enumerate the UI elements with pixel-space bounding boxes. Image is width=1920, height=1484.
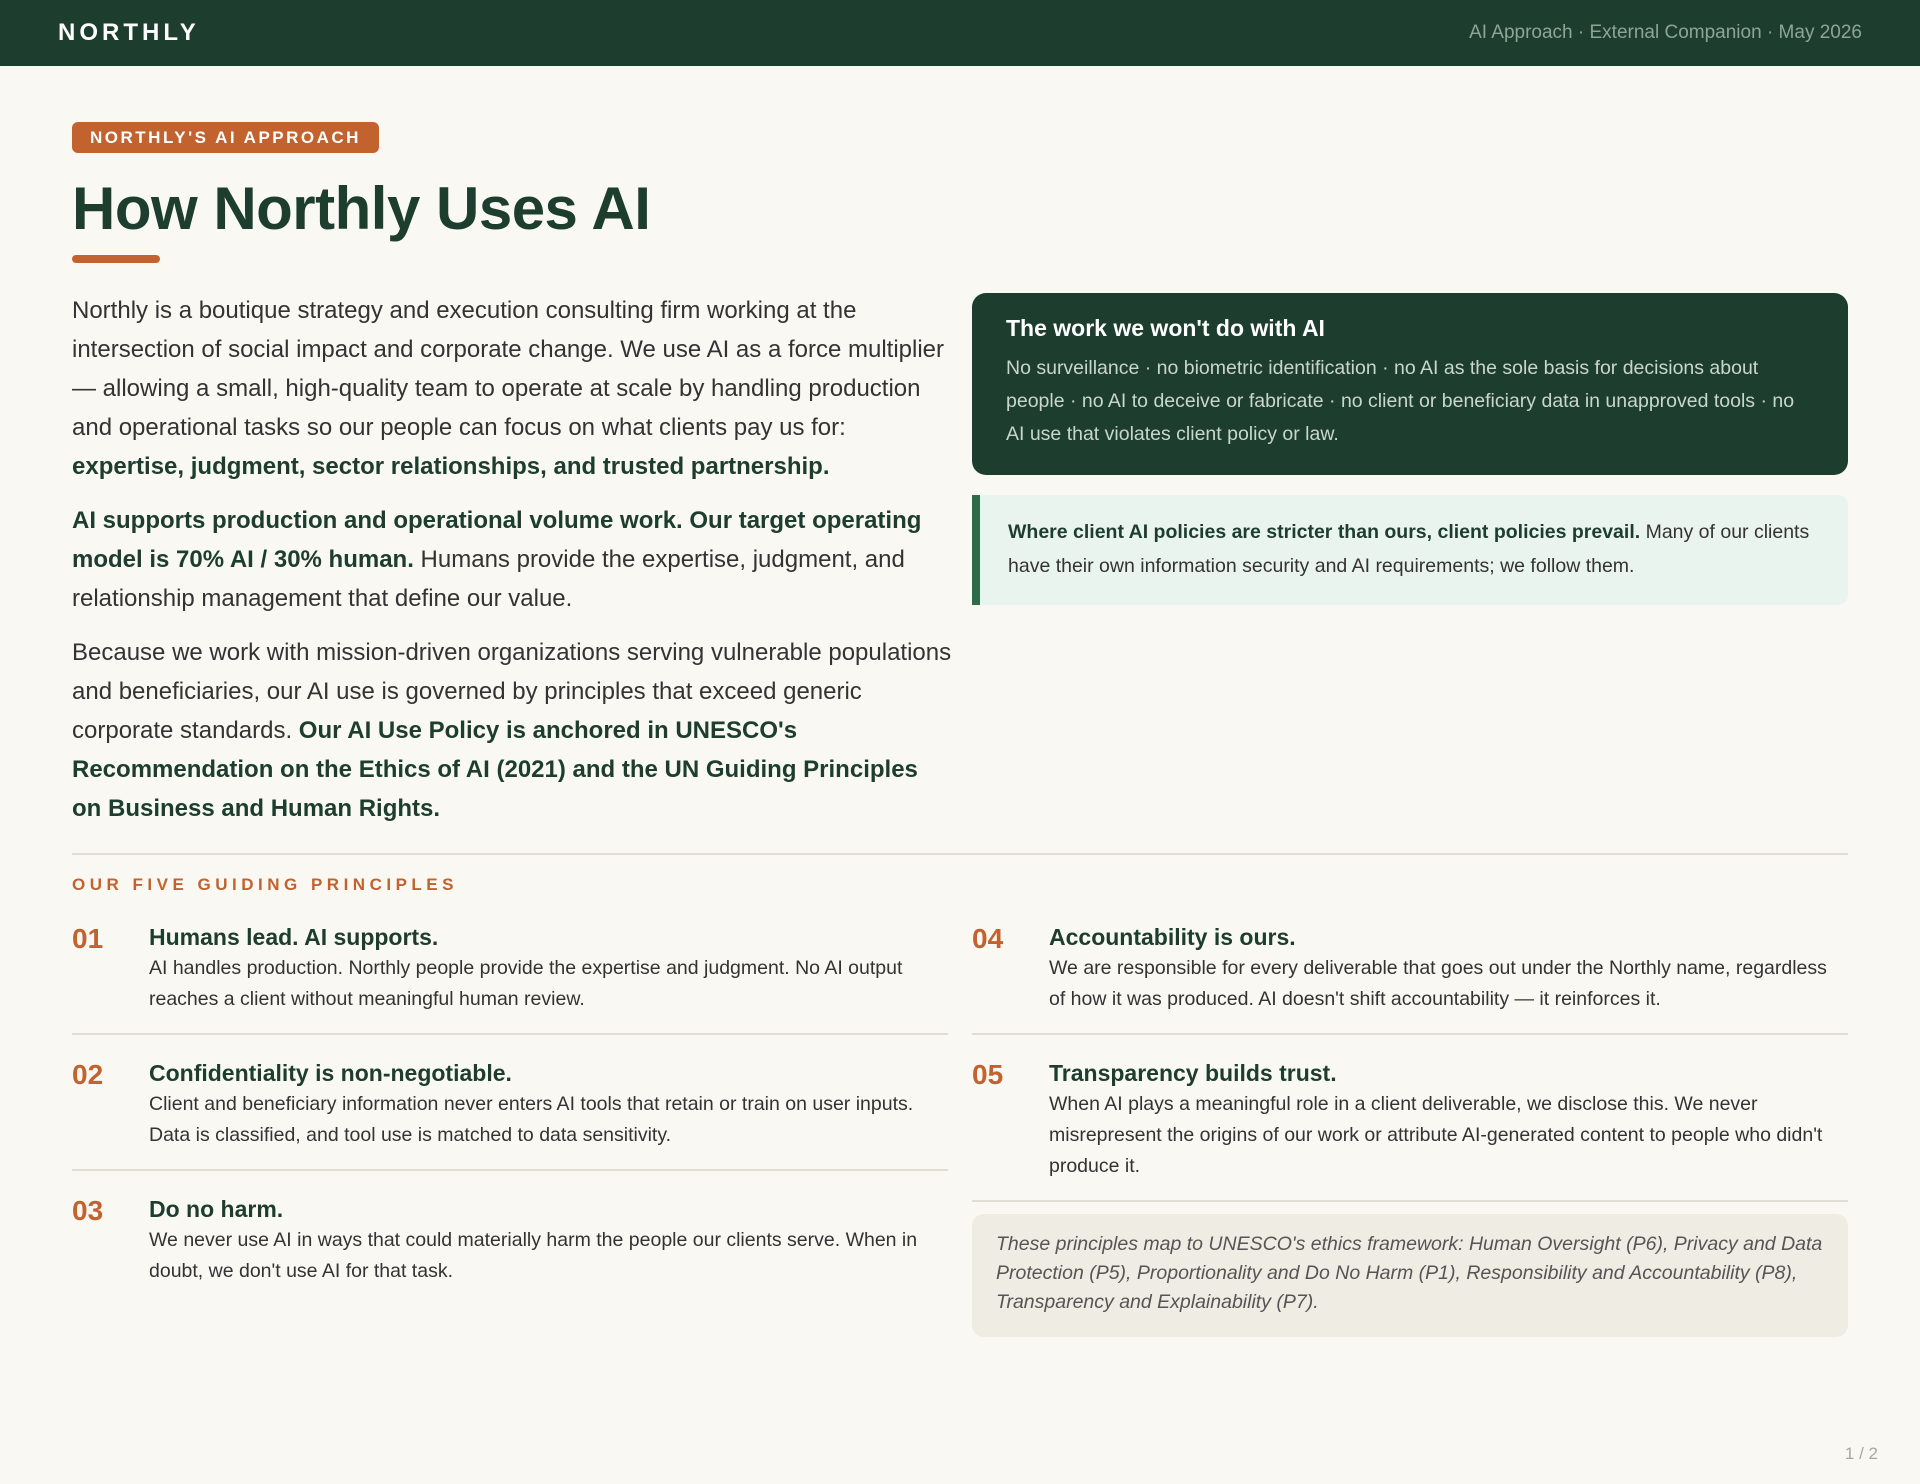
client-policy-note bbox=[972, 495, 1848, 605]
principle-item bbox=[72, 1049, 948, 1171]
principle-title: Do no harm. bbox=[149, 1196, 284, 1222]
main-content bbox=[72, 122, 1848, 1337]
client-policy-bold: Where client AI policies are stricter than ours, client policies prevail. bbox=[1008, 521, 1641, 543]
client-policy-text: Many of our clients have their own information security and AI requirements; we follow them. bbox=[1008, 521, 1810, 577]
principles-left-column bbox=[72, 913, 948, 1337]
title-underline bbox=[72, 255, 160, 263]
page-number: 1 / 2 bbox=[1844, 1444, 1878, 1463]
principle-title: Accountability is ours. bbox=[1049, 924, 1296, 950]
principle-number: 04 bbox=[972, 923, 1004, 954]
principle-body bbox=[1049, 1059, 1848, 1182]
intro-p1-text: Northly is a boutique strategy and execution consulting firm working at the intersection of social impact and corporate change. We use AI as a force multiplier — allowing a small, high-quality team to operate at scale by handling production and operational tasks so our people can focus on what clients pay us for: bbox=[72, 297, 945, 441]
document-meta: AI Approach · External Companion · May 2026 bbox=[1469, 22, 1862, 43]
intro-paragraph-2 bbox=[72, 501, 952, 618]
intro-section bbox=[72, 291, 1848, 843]
principle-body bbox=[149, 1059, 948, 1151]
principle-number: 05 bbox=[972, 1059, 1004, 1090]
intro-paragraph-1 bbox=[72, 291, 952, 486]
principle-item bbox=[72, 1185, 948, 1305]
callouts bbox=[972, 293, 1848, 843]
principle-title: Humans lead. AI supports. bbox=[149, 924, 439, 950]
principle-body bbox=[149, 1195, 948, 1287]
page-title: How Northly Uses AI bbox=[72, 175, 651, 242]
wont-do-title: The work we won't do with AI bbox=[1006, 315, 1325, 341]
principle-title: Transparency builds trust. bbox=[1049, 1060, 1337, 1086]
wont-do-box bbox=[972, 293, 1848, 475]
intro-text bbox=[72, 291, 952, 843]
top-bar bbox=[0, 0, 1920, 66]
principle-item bbox=[972, 1049, 1848, 1202]
intro-paragraph-3 bbox=[72, 633, 952, 828]
principle-title: Confidentiality is non-negotiable. bbox=[149, 1060, 512, 1086]
principles-section bbox=[72, 913, 1848, 1337]
principle-number: 03 bbox=[72, 1195, 104, 1226]
section-divider bbox=[72, 853, 1848, 855]
principle-text: We are responsible for every deliverable that goes out under the Northly name, regardless of how it was produced. AI doesn't shift accountability — it reinforces it. bbox=[1049, 957, 1827, 1010]
principle-item bbox=[972, 913, 1848, 1035]
principle-number: 02 bbox=[72, 1059, 104, 1090]
intro-p1-bold: expertise, judgment, sector relationships, and trusted partnership. bbox=[72, 453, 830, 480]
intro-p2-text: Humans provide the expertise, judgment, and relationship management that define our value. bbox=[72, 546, 905, 612]
intro-p3-bold: Our AI Use Policy is anchored in UNESCO's Recommendation on the Ethics of AI (2021) and the UN Guiding Principles on Business and Human Rights. bbox=[72, 717, 918, 822]
eyebrow-badge: NORTHLY'S AI APPROACH bbox=[72, 122, 379, 153]
unesco-mapping-note: These principles map to UNESCO's ethics framework: Human Oversight (P6), Privacy and Data Protection (P5), Proportionality and Do No Harm (P1), Responsibility and Accountability (P8), Transparency and Explainability (P7). bbox=[972, 1214, 1848, 1337]
brand-logo: NORTHLY bbox=[58, 19, 200, 46]
principle-body bbox=[149, 923, 948, 1015]
intro-p3-text: Because we work with mission-driven organizations serving vulnerable populations and beneficiaries, our AI use is governed by principles that exceed generic corporate standards. bbox=[72, 639, 952, 744]
principle-number: 01 bbox=[72, 923, 104, 954]
principle-text: AI handles production. Northly people provide the expertise and judgment. No AI output reaches a client without meaningful human review. bbox=[149, 957, 903, 1010]
intro-p2-bold: AI supports production and operational volume work. Our target operating model is 70% AI / 30% human. bbox=[72, 507, 922, 573]
principles-right-column bbox=[972, 913, 1848, 1337]
principle-body bbox=[1049, 923, 1848, 1015]
wont-do-text: No surveillance · no biometric identification · no AI as the sole basis for decisions about people · no AI to deceive or fabricate · no client or beneficiary data in unapproved tools · no AI use that violates client policy or law. bbox=[1006, 357, 1795, 445]
principle-text: We never use AI in ways that could materially harm the people our clients serve. When in doubt, we don't use AI for that task. bbox=[149, 1229, 918, 1282]
principles-label: OUR FIVE GUIDING PRINCIPLES bbox=[72, 875, 458, 894]
principle-text: Client and beneficiary information never enters AI tools that retain or train on user inputs. Data is classified, and tool use is matched to data sensitivity. bbox=[149, 1093, 914, 1146]
principle-item bbox=[72, 913, 948, 1035]
principle-text: When AI plays a meaningful role in a client deliverable, we disclose this. We never misrepresent the origins of our work or attribute AI-generated content to people who didn't produce it. bbox=[1049, 1093, 1823, 1177]
